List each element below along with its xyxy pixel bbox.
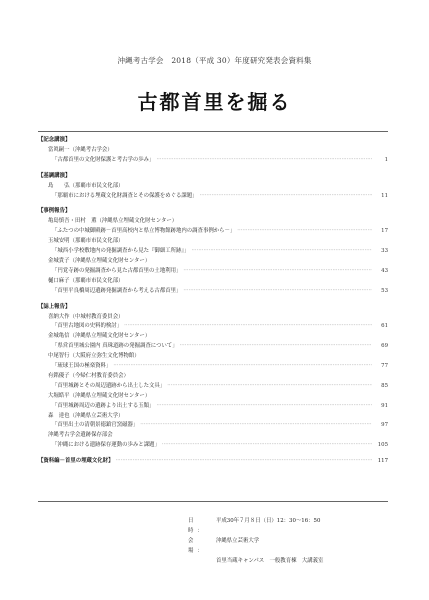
page-number: 43	[381, 267, 388, 274]
toc-entry	[38, 192, 388, 202]
talk-title: 「首里出土の清朝景徳鎮官窯磁器」	[52, 422, 139, 429]
leader-dots	[115, 457, 372, 467]
event-info	[188, 516, 398, 566]
page-number: 53	[381, 287, 388, 294]
leader-dots	[124, 322, 372, 332]
toc-entry	[38, 287, 388, 297]
speaker-name: 喜納大作（中城村教育委員会）	[48, 313, 124, 320]
page-number: 61	[381, 323, 388, 330]
talk-title: 「県営首里城公園内 真珠道跡の発掘調査について」	[52, 343, 178, 350]
talk-title: 「沖縄における遺跡保存運動の歩みと課題」	[52, 442, 160, 449]
event-date-value: 平成30年７月８日（日）12：30～16：50	[216, 518, 321, 524]
speaker-name: 亀島慎吾・田村 薫（沖縄県立埋蔵文化財センター）	[48, 218, 178, 225]
event-venue-row	[188, 536, 398, 556]
appendix-entry	[38, 457, 388, 467]
page-number: 17	[381, 228, 388, 235]
page-number: 1	[384, 156, 388, 163]
speaker-name: 沖縄考古学会遺跡保存部会	[48, 432, 113, 439]
event-venue-value: 沖縄県立芸術大学	[216, 538, 260, 544]
toc-section	[38, 303, 388, 452]
toc-entry	[38, 267, 388, 277]
appendix-title: 【資料編－首里の埋蔵文化財】	[38, 458, 114, 465]
section-title: 【事例報告】	[38, 208, 71, 215]
leader-dots	[113, 362, 372, 372]
page-number: 117	[377, 458, 388, 465]
section-title: 【誌上報告】	[38, 303, 71, 310]
event-date-label: 日時：	[188, 518, 207, 534]
page-number: 91	[381, 402, 388, 409]
leader-dots	[167, 382, 372, 392]
toc-entry	[38, 227, 388, 237]
event-venue-detail-row	[188, 556, 398, 566]
toc-entry	[38, 322, 388, 332]
top-divider	[38, 131, 388, 132]
talk-title: 「ふたつの中城御殿跡－首里高校内と県立博物館跡地内の調査事例から－」	[52, 228, 236, 235]
toc-section	[38, 136, 388, 166]
section-title: 【記念講演】	[38, 137, 71, 143]
section-title: 【基調講演】	[38, 172, 71, 179]
speaker-name: 樋口麻子（那覇市市民文化部）	[48, 277, 124, 284]
speaker-name: 島 弘（那覇市市民文化部）	[48, 182, 124, 189]
leader-dots	[237, 227, 372, 237]
leader-dots	[156, 156, 372, 166]
toc-entry	[38, 342, 388, 352]
page-title: 古都首里を掘る	[137, 90, 292, 114]
leader-dots	[183, 267, 372, 277]
bottom-divider	[38, 501, 388, 502]
talk-title: 「首里古地図の史料的検討」	[52, 323, 123, 330]
talk-title: 「円覚寺跡の発掘調査から見た古都首里の土地利用」	[52, 267, 182, 274]
leader-dots	[183, 287, 372, 297]
speaker-name: 玉城安明（那覇市市民文化部）	[48, 238, 124, 245]
page-number: 85	[381, 382, 388, 389]
event-venue-detail: 首里当蔵キャンパス 一般教育棟 大講義室	[216, 558, 324, 564]
page-number: 11	[381, 192, 388, 199]
page-number: 97	[381, 422, 388, 429]
toc-entry	[38, 362, 388, 372]
speaker-name: 中尾智行（大阪府立弥生文化博物館）	[48, 353, 140, 360]
talk-title: 「城西小学校敷地内の発掘調査から見た『御細工所跡』」	[52, 248, 190, 255]
speaker-name: 有銘優子（今帰仁村教育委員会）	[48, 372, 129, 379]
speaker-name: 金城亀信（沖縄県立埋蔵文化財センター）	[48, 333, 151, 340]
toc-entry	[38, 247, 388, 257]
publication-header: 沖縄考古学会 2018（平成 30）年度研究発表会資料集	[117, 56, 312, 65]
page-number: 69	[381, 343, 388, 350]
leader-dots	[156, 402, 372, 412]
talk-title: 「古都首里の文化財保護と考古学の歩み」	[52, 156, 155, 163]
leader-dots	[162, 441, 372, 451]
talk-title: 「首里城跡とその周辺遺跡から出土した文具」	[52, 382, 166, 389]
leader-dots	[200, 192, 372, 202]
talk-title: 「首里城跡周辺の遺跡より出土する玉類」	[52, 402, 155, 409]
table-of-contents	[38, 136, 388, 467]
page-number: 77	[381, 363, 388, 370]
speaker-name: 金城貴子（沖縄県立埋蔵文化財センター）	[48, 257, 151, 264]
toc-entry	[38, 421, 388, 431]
toc-section	[38, 172, 388, 202]
talk-title: 「首里平良橋周辺遺跡発掘調査から考える古都首里」	[52, 287, 182, 294]
toc-entry	[38, 441, 388, 451]
leader-dots	[191, 247, 372, 257]
toc-entry	[38, 402, 388, 412]
leader-dots	[140, 421, 372, 431]
speaker-name: 大堀皓平（沖縄県立埋蔵文化財センター）	[48, 392, 151, 399]
page-number: 105	[377, 442, 388, 449]
event-date-row	[188, 516, 398, 536]
toc-entry	[38, 156, 388, 166]
speaker-name: 森 達也（沖縄県立芸術大学）	[48, 412, 124, 419]
speaker-name: 當眞嗣一（沖縄考古学会）	[48, 146, 113, 153]
talk-title: 「琉球王国の極楽資料」	[52, 363, 112, 370]
event-venue-label: 会場：	[188, 538, 207, 554]
leader-dots	[180, 342, 372, 352]
talk-title: 「那覇市における埋蔵文化財調査とその保護をめぐる課題」	[52, 192, 198, 199]
toc-section	[38, 207, 388, 296]
page-number: 33	[381, 248, 388, 255]
toc-entry	[38, 382, 388, 392]
